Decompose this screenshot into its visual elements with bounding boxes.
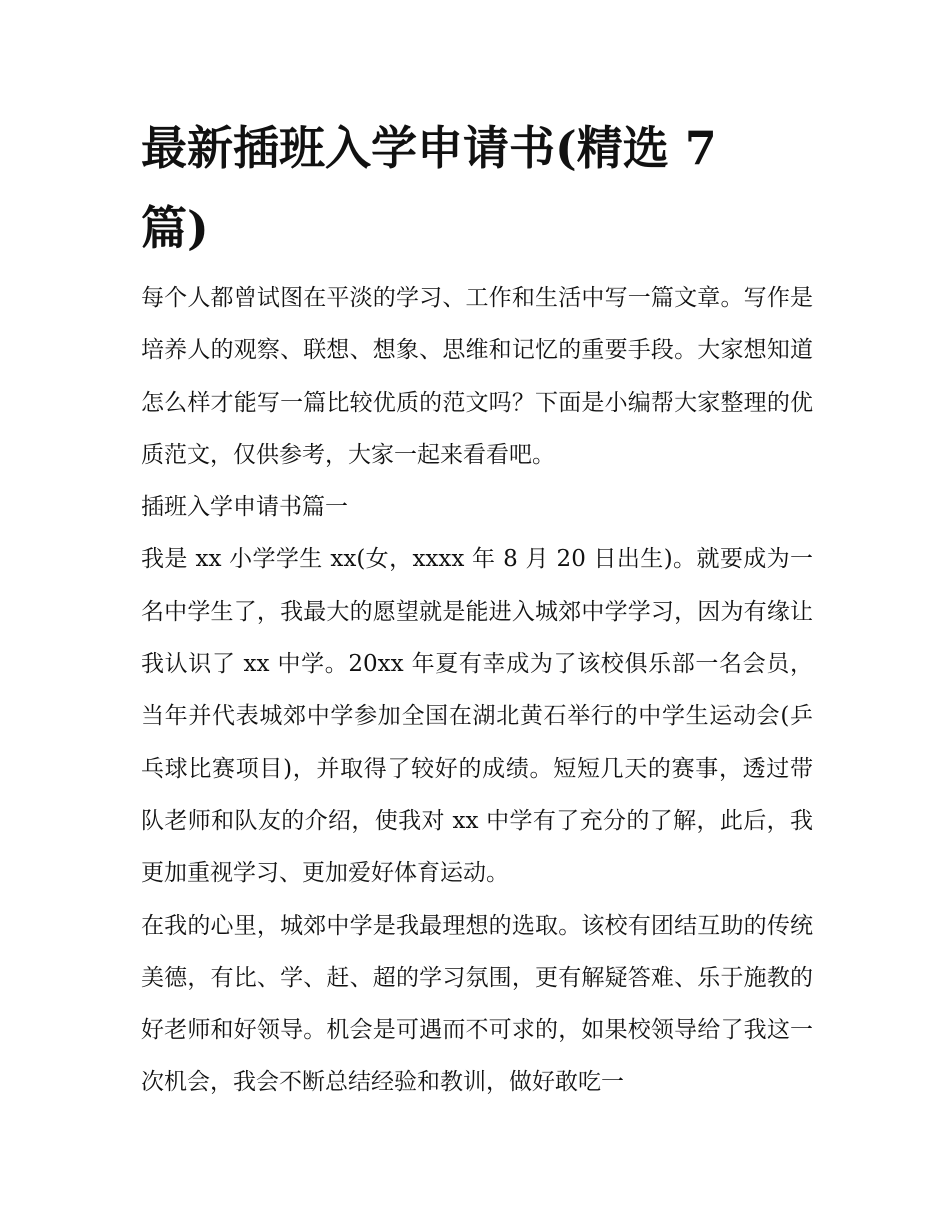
document-body [141,272,813,1109]
body-paragraph-2: 在我的心里，城郊中学是我最理想的选取。该校有团结互助的传统美德，有比、学、赶、超的学习氛围，更有解疑答难、乐于施教的好老师和好领导。机会是可遇而不可求的，如果校领导给了我这一次机会，我会不断总结经验和教训，做好敢吃一 [141,912,813,1096]
body-paragraph-1: 我是 xx 小学学生 xx(女，xxxx 年 8 月 20 日出生)。就要成为一名中学生了，我最大的愿望就是能进入城郊中学学习，因为有缘让我认识了 xx 中学。20xx 年夏有幸成为了该校俱乐部一名会员，当年并代表城郊中学参加全国在湖北黄石举行的中学生运动会(乒乓球比赛项目)，并取得了较好的成绩。短短几天的赛事，透过带队老师和队友的介绍，使我对 xx 中学有了充分的了解，此后，我更加重视学习、更加爱好体育运动。 [141,546,813,887]
document-title: 最新插班入学申请书(精选 7 篇) [141,121,717,255]
intro-paragraph: 每个人都曾试图在平淡的学习、工作和生活中写一篇文章。写作是培养人的观察、联想、想象、思维和记忆的重要手段。大家想知道怎么样才能写一篇比较优质的范文吗？下面是小编帮大家整理的优质范文，仅供参考，大家一起来看看吧。 [141,285,813,468]
section-heading: 插班入学申请书篇一 [141,494,348,521]
